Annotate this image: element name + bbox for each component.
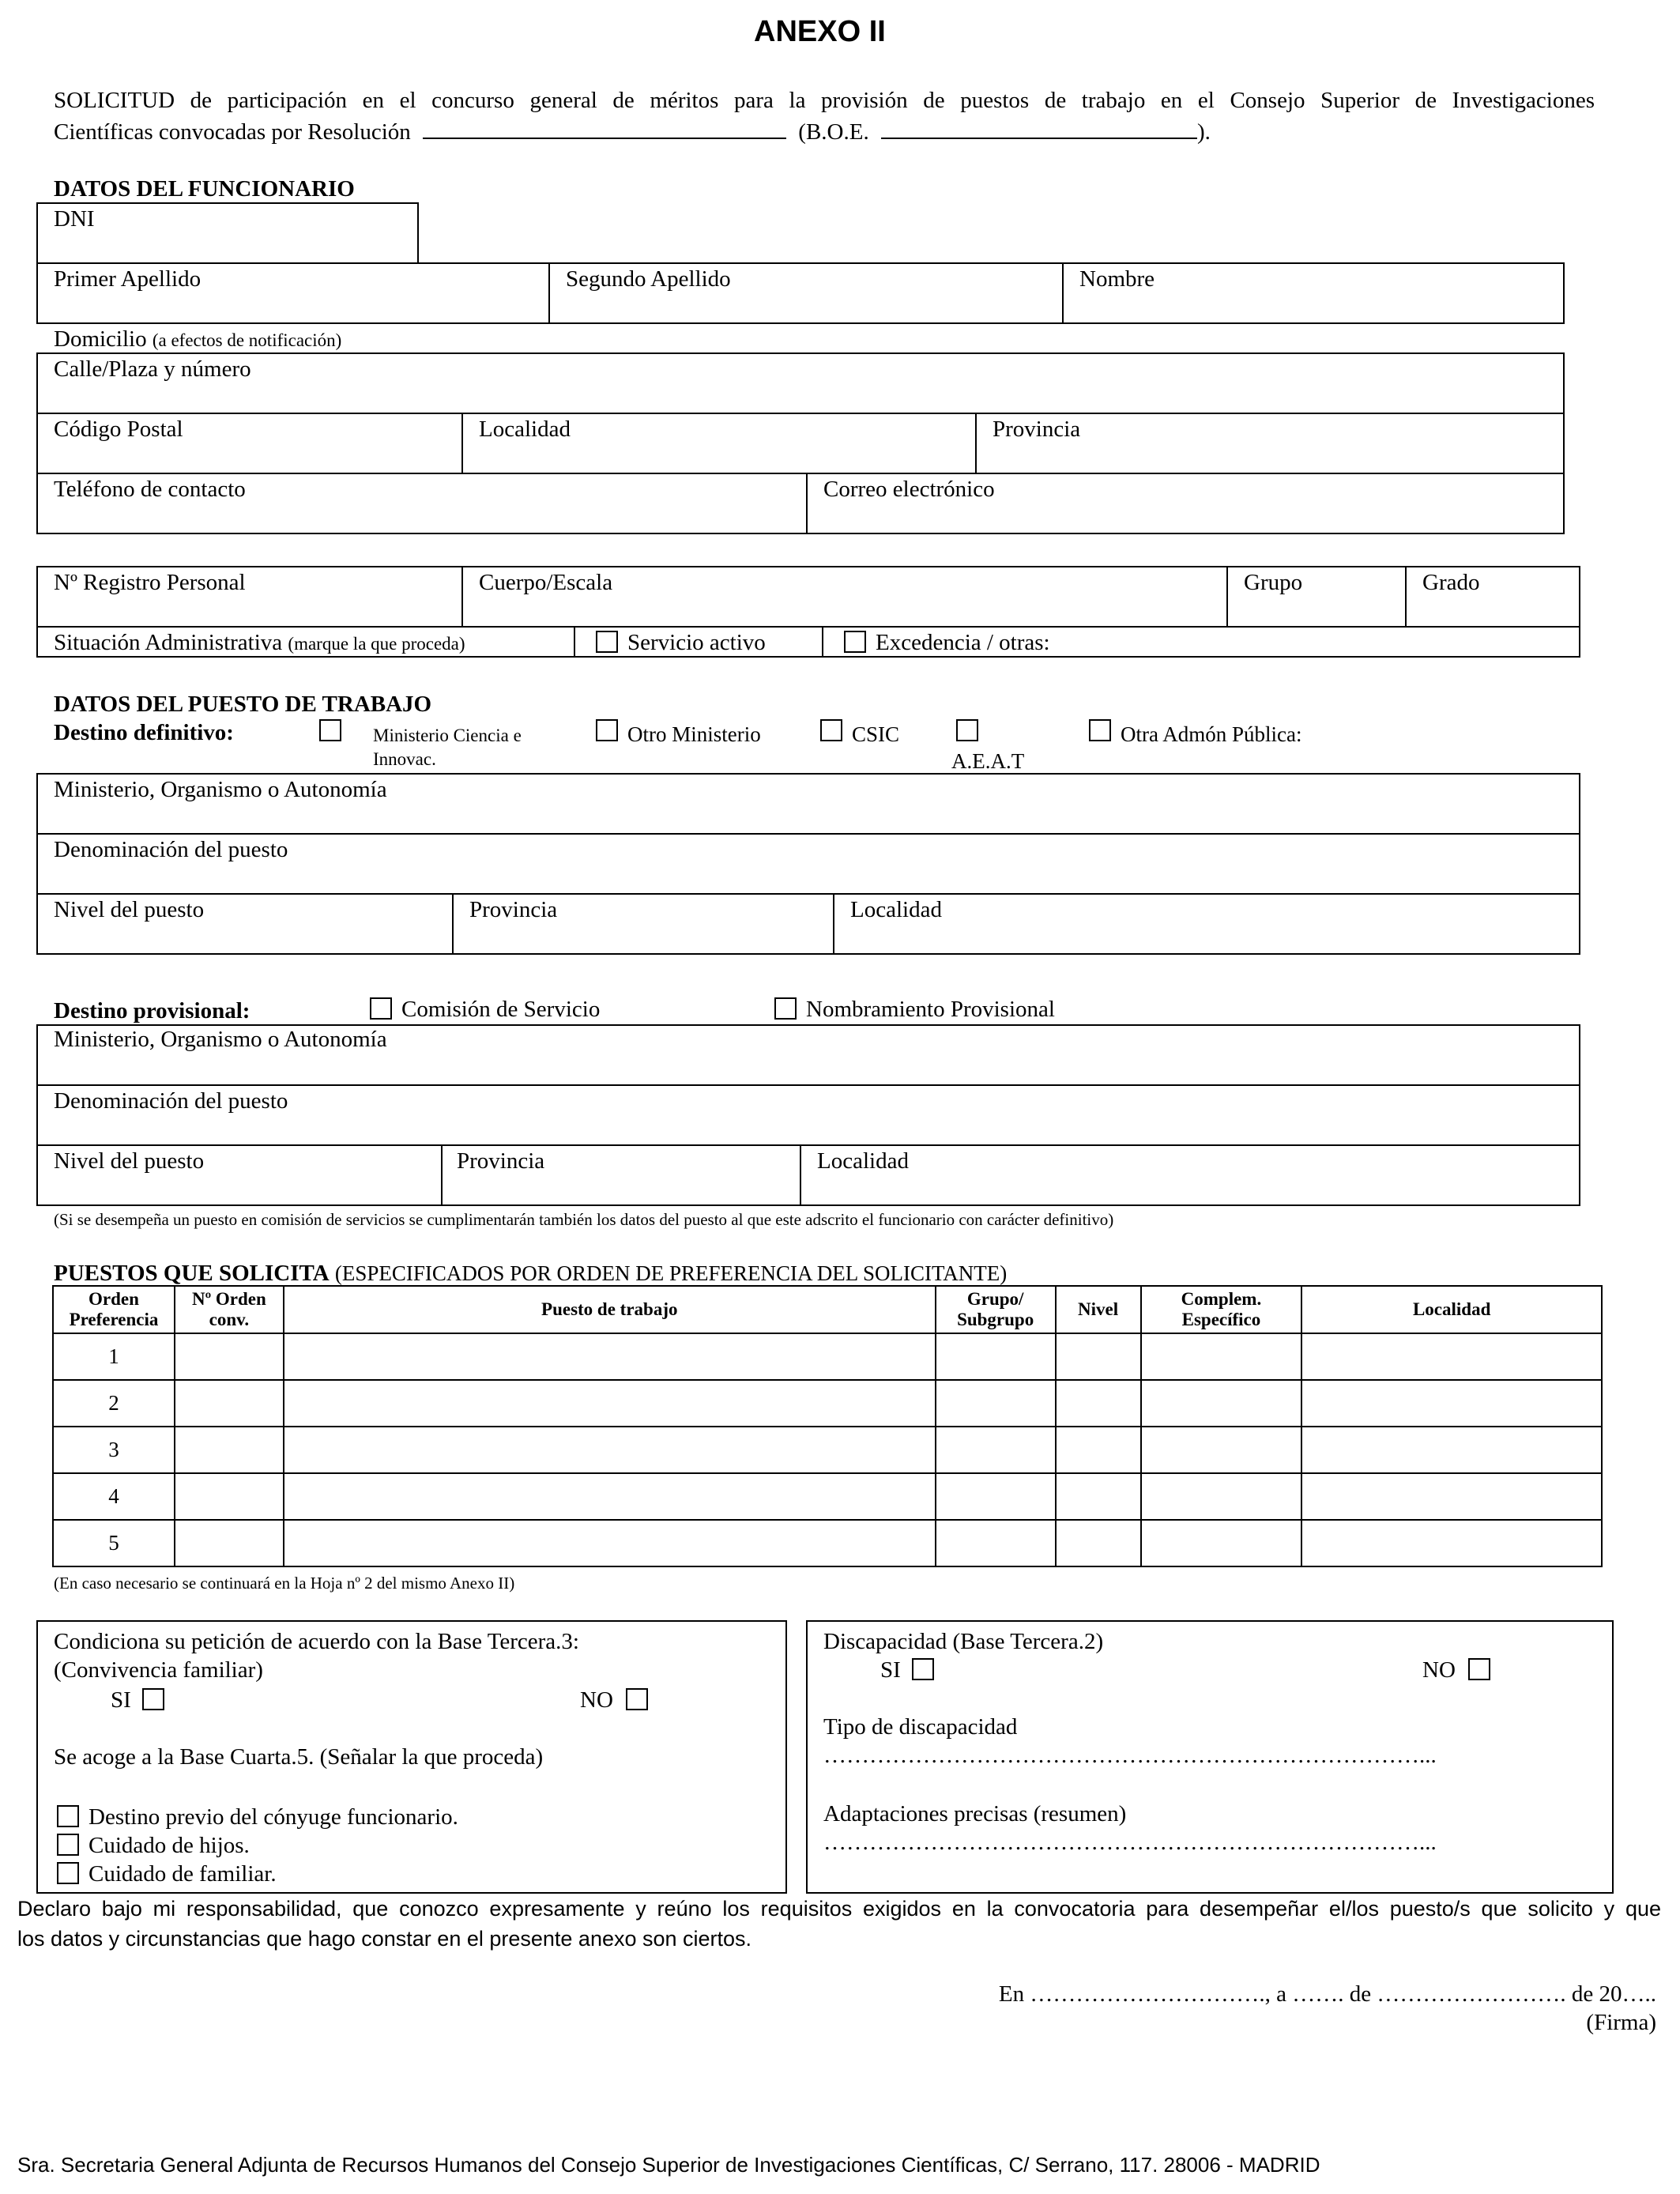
ministerio-ciencia-line1: Ministerio Ciencia e (373, 726, 522, 745)
calle-label: Calle/Plaza y número (54, 356, 251, 382)
puestos-table (52, 1285, 1603, 1567)
puesto-cell[interactable] (284, 1380, 936, 1427)
familiar-label: Cuidado de familiar. (89, 1861, 277, 1887)
discapacidad-no-checkbox[interactable] (1468, 1658, 1490, 1680)
servicio-activo-label: Servicio activo (627, 630, 766, 655)
acoge-label: Se acoge a la Base Cuarta.5. (Señalar la que proceda) (54, 1744, 544, 1770)
condiciona-line1: Condiciona su petición de acuerdo con la Base Tercera.3: (54, 1629, 579, 1654)
row-number: 2 (53, 1380, 175, 1427)
intro-line-2 (54, 117, 1211, 145)
registro-label: Nº Registro Personal (54, 570, 246, 595)
complemento-cell[interactable] (1141, 1427, 1302, 1473)
nombre-label: Nombre (1079, 266, 1155, 292)
adaptaciones-field[interactable]: ……………………………………………………………………... (823, 1830, 1437, 1855)
discapacidad-si-label: SI (880, 1657, 901, 1683)
primer-apellido-label: Primer Apellido (54, 266, 202, 292)
nombramiento-provisional-label: Nombramiento Provisional (806, 997, 1055, 1022)
tipo-discapacidad-label: Tipo de discapacidad (823, 1714, 1018, 1740)
aeat-checkbox[interactable] (956, 719, 978, 741)
ministerio-ciencia-line2: Innovac. (373, 749, 436, 769)
orden-conv-cell[interactable] (175, 1473, 284, 1520)
def-provincia-label: Provincia (469, 897, 558, 922)
def-localidad-label: Localidad (850, 897, 942, 922)
row-number: 1 (53, 1333, 175, 1380)
condiciona-no-label: NO (580, 1687, 613, 1713)
def-localidad-field[interactable] (834, 895, 1579, 953)
localidad-cell[interactable] (1301, 1520, 1602, 1566)
col-orden-preferencia: Orden Preferencia (53, 1286, 175, 1333)
cuerpo-label: Cuerpo/Escala (479, 570, 613, 595)
col-nivel: Nivel (1056, 1286, 1141, 1333)
complemento-cell[interactable] (1141, 1520, 1302, 1566)
orden-conv-cell[interactable] (175, 1380, 284, 1427)
row-number: 5 (53, 1520, 175, 1566)
def-denominacion-label: Denominación del puesto (54, 837, 288, 862)
col-localidad: Localidad (1301, 1286, 1602, 1333)
puesto-cell[interactable] (284, 1473, 936, 1520)
localidad-cell[interactable] (1301, 1380, 1602, 1427)
complemento-cell[interactable] (1141, 1380, 1302, 1427)
prov-nivel-label: Nivel del puesto (54, 1148, 205, 1174)
telefono-label: Teléfono de contacto (54, 477, 246, 502)
puestos-header-row (53, 1286, 1602, 1333)
firma-label: (Firma) (1586, 2010, 1656, 2035)
footer-address: Sra. Secretaria General Adjunta de Recursos Humanos del Consejo Superior de Investigaciones Científicas, C/ Serrano, 117. 28006 - MADRID (17, 2153, 1320, 2177)
otro-ministerio-checkbox[interactable] (596, 719, 618, 741)
nivel-cell[interactable] (1056, 1473, 1141, 1520)
orden-conv-cell[interactable] (175, 1333, 284, 1380)
prov-localidad-field[interactable] (801, 1146, 1579, 1204)
orden-conv-cell[interactable] (175, 1427, 284, 1473)
discapacidad-title: Discapacidad (Base Tercera.2) (823, 1629, 1104, 1654)
grado-label: Grado (1422, 570, 1480, 595)
grupo-cell[interactable] (936, 1520, 1056, 1566)
domicilio-label (54, 326, 341, 354)
boe-field[interactable] (881, 117, 1197, 139)
prov-provincia-label: Provincia (457, 1148, 545, 1174)
table-row (53, 1427, 1602, 1473)
row-number: 3 (53, 1427, 175, 1473)
familiar-checkbox[interactable] (57, 1862, 79, 1884)
condiciona-si-checkbox[interactable] (142, 1688, 164, 1710)
declaro-line1: Declaro bajo mi responsabilidad, que conozco expresamente y reúno los requisitos exigidos en la convocatoria para desempeñar el/los puesto/s que solicito y que (17, 1897, 1661, 1921)
complemento-cell[interactable] (1141, 1473, 1302, 1520)
intro-boe-label: (B.O.E. (798, 119, 869, 145)
solicita-heading-note: (ESPECIFICADOS POR ORDEN DE PREFERENCIA DEL SOLICITANTE) (334, 1261, 1008, 1285)
comision-servicio-checkbox[interactable] (370, 997, 392, 1020)
localidad-cell[interactable] (1301, 1427, 1602, 1473)
condiciona-no-checkbox[interactable] (626, 1688, 648, 1710)
intro-line-1: SOLICITUD de participación en el concurso general de méritos para la provisión de puestos de trabajo en el Consejo Superior de Investigaciones (54, 88, 1595, 113)
csic-label: CSIC (852, 722, 900, 746)
situacion-note: (marque la que proceda) (288, 634, 465, 654)
prov-localidad-label: Localidad (817, 1148, 909, 1174)
correo-label: Correo electrónico (823, 477, 995, 502)
calle-field[interactable] (38, 354, 1563, 413)
table-row (53, 1520, 1602, 1566)
table-row (53, 1473, 1602, 1520)
declaro-line2: los datos y circunstancias que hago constar en el presente anexo son ciertos. (17, 1927, 752, 1951)
comision-servicio-label: Comisión de Servicio (401, 997, 601, 1022)
puesto-cell[interactable] (284, 1520, 936, 1566)
col-grupo-subgrupo: Grupo/ Subgrupo (936, 1286, 1056, 1333)
otra-admon-checkbox[interactable] (1089, 719, 1111, 741)
dni-label: DNI (54, 206, 95, 232)
table-row (53, 1380, 1602, 1427)
destino-provisional-label: Destino provisional: (54, 998, 250, 1023)
excedencia-checkbox[interactable] (844, 631, 866, 653)
comision-nota: (Si se desempeña un puesto en comisión de servicios se cumplimentarán también los datos del puesto al que este adscrito el funcionario con carácter definitivo) (54, 1210, 1114, 1229)
def-nivel-label: Nivel del puesto (54, 897, 205, 922)
nombramiento-provisional-checkbox[interactable] (774, 997, 797, 1020)
solicita-heading-text: PUESTOS QUE SOLICITA (54, 1261, 330, 1286)
aeat-label: A.E.A.T (951, 749, 1025, 773)
grupo-cell[interactable] (936, 1333, 1056, 1380)
puesto-heading: DATOS DEL PUESTO DE TRABAJO (54, 692, 432, 717)
page-title: ANEXO II (754, 15, 886, 48)
prov-denominacion-label: Denominación del puesto (54, 1088, 288, 1114)
nivel-cell[interactable] (1056, 1520, 1141, 1566)
conyuge-label: Destino previo del cónyuge funcionario. (89, 1804, 458, 1830)
condiciona-si-label: SI (111, 1687, 131, 1713)
grupo-cell[interactable] (936, 1473, 1056, 1520)
excedencia-label: Excedencia / otras: (876, 630, 1050, 655)
localidad-cell[interactable] (1301, 1473, 1602, 1520)
condiciona-line2: (Convivencia familiar) (54, 1657, 263, 1683)
ministerio-ciencia-checkbox[interactable] (319, 719, 341, 741)
prov-ministerio-label: Ministerio, Organismo o Autonomía (54, 1027, 387, 1052)
grupo-cell[interactable] (936, 1380, 1056, 1427)
situacion-text: Situación Administrativa (54, 630, 283, 655)
col-complemento: Complem. Específico (1141, 1286, 1302, 1333)
ministerio-ciencia-label (373, 724, 522, 771)
intro-resolucion-label: Científicas convocadas por Resolución (54, 119, 411, 145)
nivel-cell[interactable] (1056, 1380, 1141, 1427)
provincia-label: Provincia (993, 417, 1081, 442)
tipo-discapacidad-field[interactable]: ……………………………………………………………………... (823, 1743, 1437, 1768)
puesto-cell[interactable] (284, 1333, 936, 1380)
discapacidad-no-label: NO (1422, 1657, 1456, 1683)
orden-conv-cell[interactable] (175, 1520, 284, 1566)
puesto-cell[interactable] (284, 1427, 936, 1473)
csic-checkbox[interactable] (820, 719, 842, 741)
col-puesto-trabajo: Puesto de trabajo (284, 1286, 936, 1333)
grupo-label: Grupo (1244, 570, 1303, 595)
intro-close: ). (1196, 119, 1211, 145)
servicio-activo-checkbox[interactable] (596, 631, 618, 653)
codigo-postal-label: Código Postal (54, 417, 183, 442)
hijos-checkbox[interactable] (57, 1834, 79, 1856)
grupo-cell[interactable] (936, 1427, 1056, 1473)
localidad-label: Localidad (479, 417, 571, 442)
solicita-heading (54, 1260, 1007, 1287)
nivel-cell[interactable] (1056, 1427, 1141, 1473)
funcionario-heading: DATOS DEL FUNCIONARIO (54, 176, 355, 202)
row-number: 4 (53, 1473, 175, 1520)
localidad-cell[interactable] (1301, 1333, 1602, 1380)
domicilio-text: Domicilio (54, 326, 147, 352)
nivel-cell[interactable] (1056, 1333, 1141, 1380)
segundo-apellido-label: Segundo Apellido (566, 266, 731, 292)
table-row (53, 1333, 1602, 1380)
conyuge-checkbox[interactable] (57, 1805, 79, 1827)
destino-definitivo-label: Destino definitivo: (54, 720, 234, 745)
resolucion-field[interactable] (423, 117, 786, 139)
col-orden-conv: Nº Orden conv. (175, 1286, 284, 1333)
otra-admon-label: Otra Admón Pública: (1121, 722, 1302, 746)
situacion-label (54, 629, 465, 658)
def-ministerio-label: Ministerio, Organismo o Autonomía (54, 777, 387, 802)
complemento-cell[interactable] (1141, 1333, 1302, 1380)
otro-ministerio-label: Otro Ministerio (627, 722, 761, 746)
hijos-label: Cuidado de hijos. (89, 1833, 250, 1858)
continuacion-nota: (En caso necesario se continuará en la Hoja nº 2 del mismo Anexo II) (54, 1574, 515, 1593)
firma-lugar-fecha[interactable]: En …………………………., a ……. de ……………………. de 20….. (998, 1981, 1656, 2007)
adaptaciones-label: Adaptaciones precisas (resumen) (823, 1801, 1127, 1826)
discapacidad-si-checkbox[interactable] (912, 1658, 934, 1680)
domicilio-note: (a efectos de notificación) (152, 330, 342, 350)
